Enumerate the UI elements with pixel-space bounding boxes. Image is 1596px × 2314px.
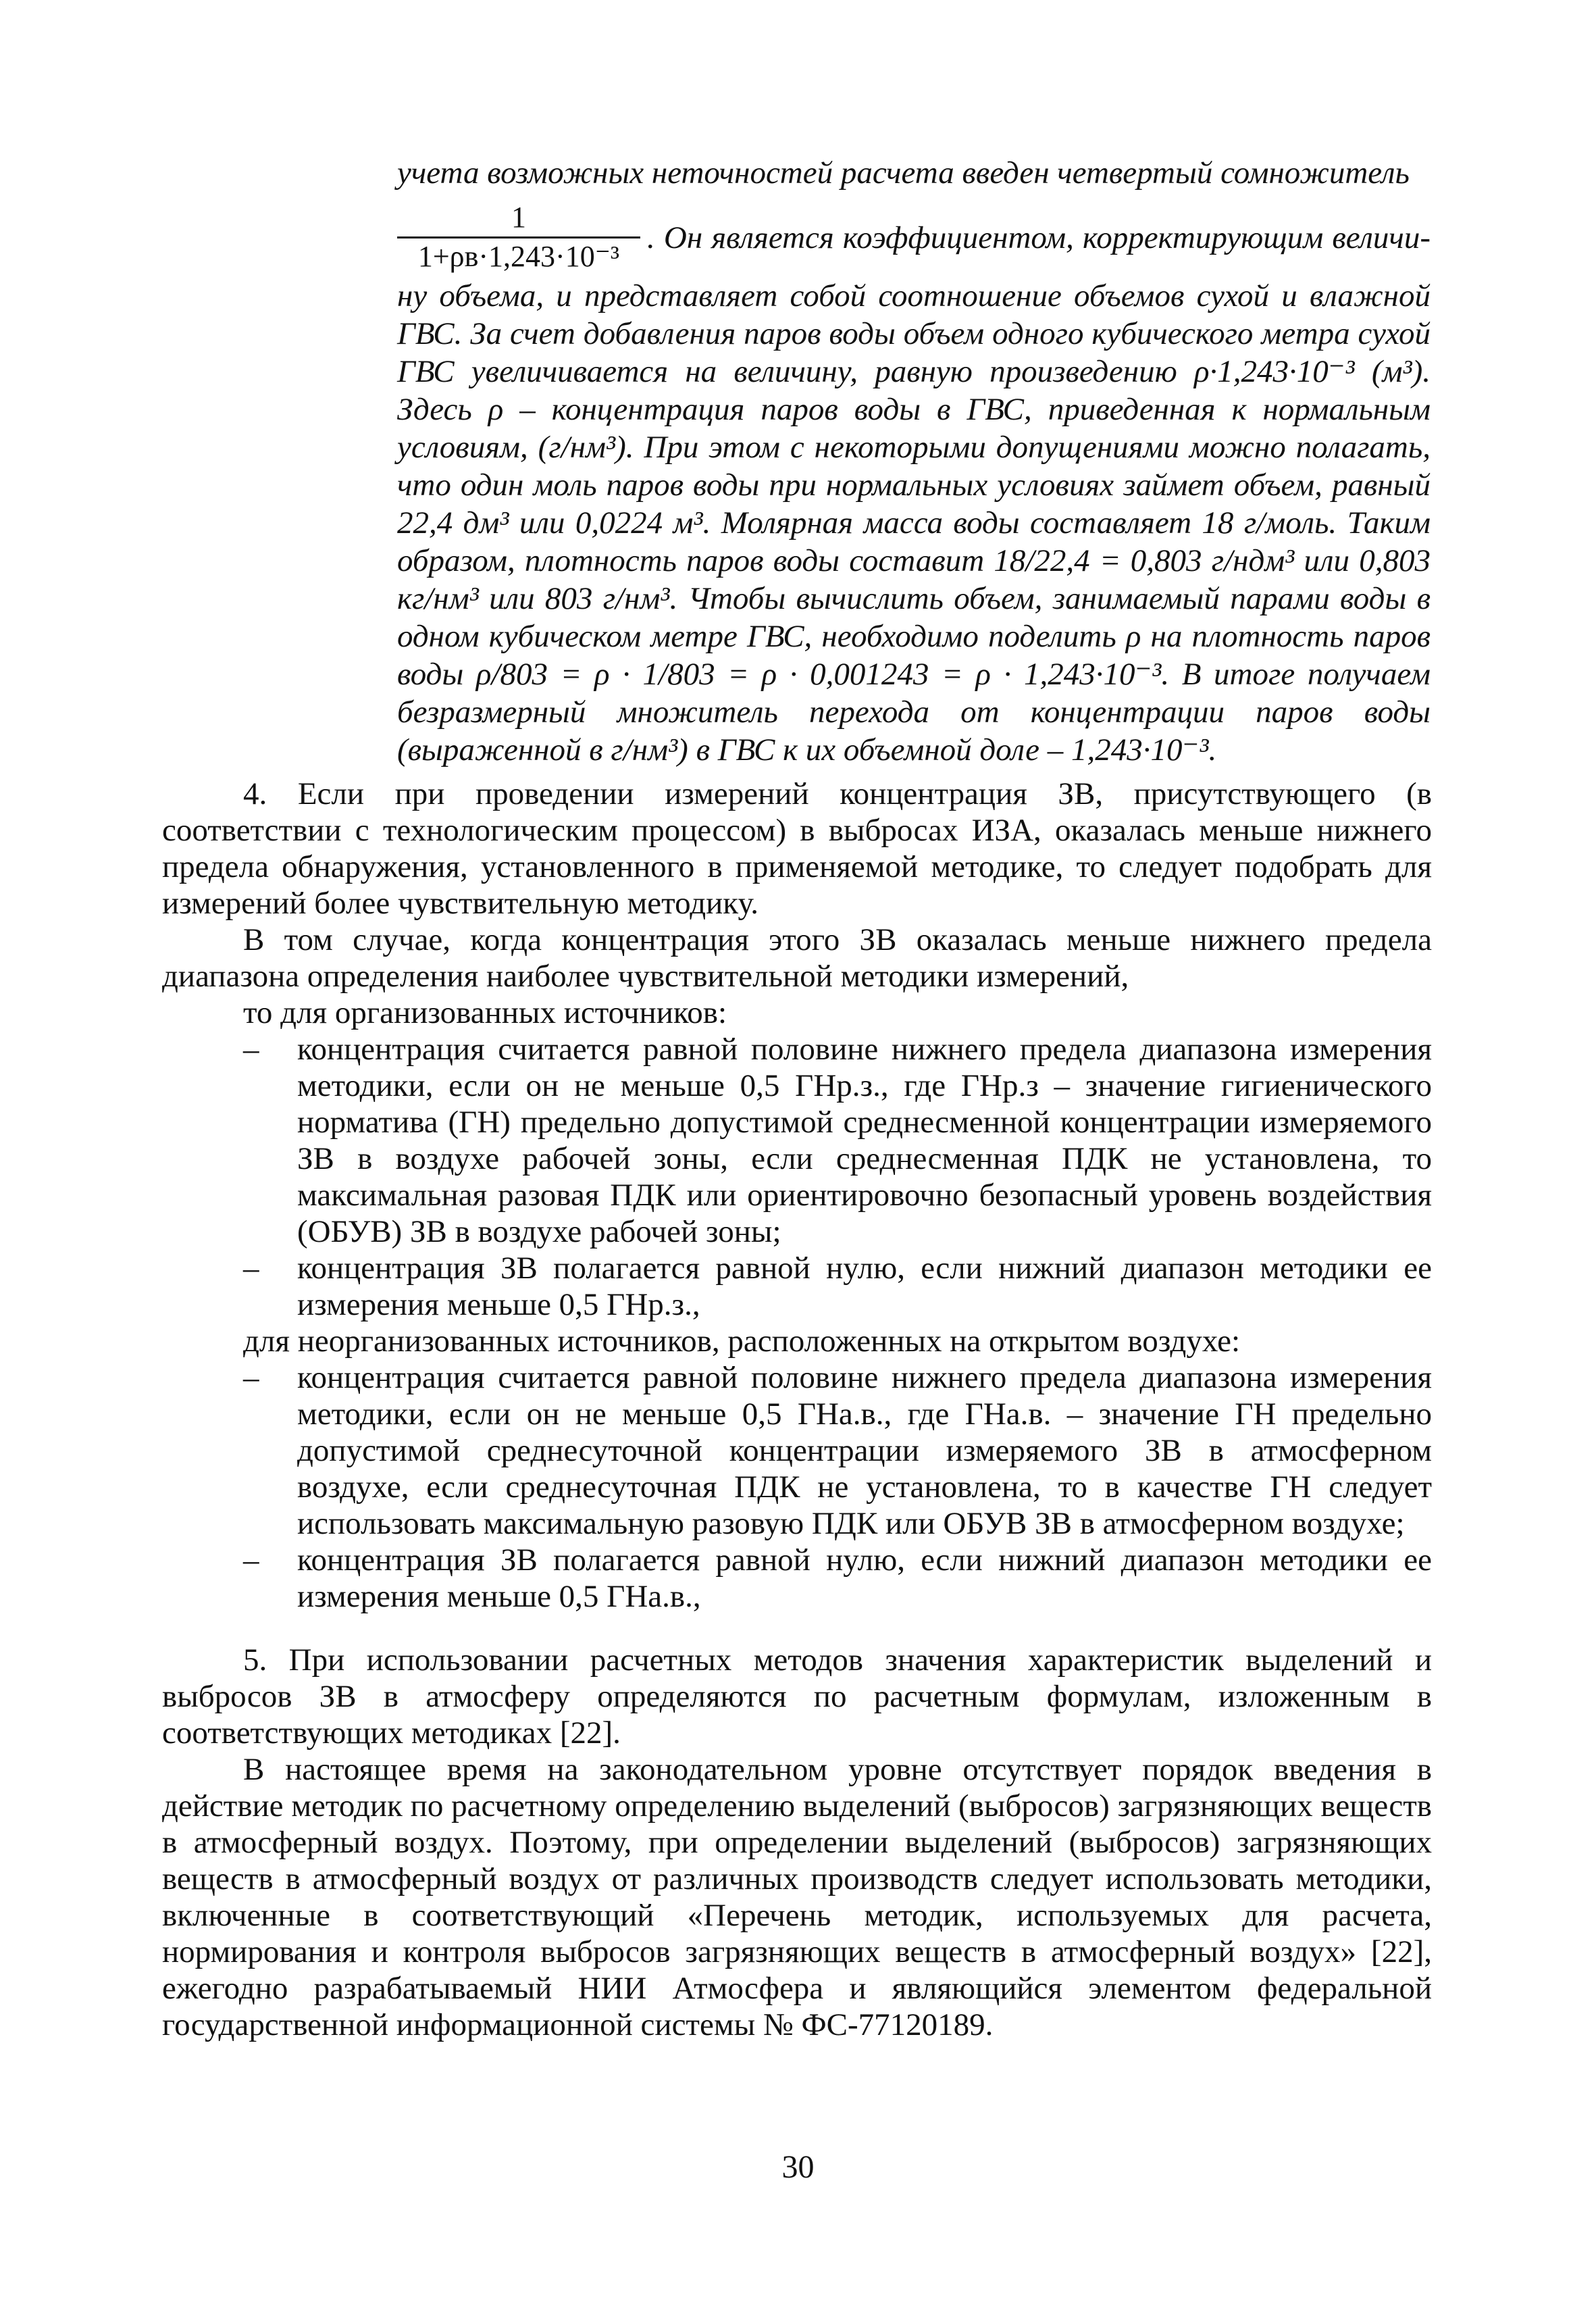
fraction-trailing-text: . Он является коэффициентом, корректирующим величи- — [647, 220, 1431, 255]
organized-item-2: концентрация ЗВ полагается равной нулю, если нижний диапазон методики ее измерения меньше 0,5 ГНр.з., — [297, 1251, 1432, 1322]
fraction-denominator: 1+ρв·1,243·10⁻³ — [417, 240, 620, 273]
main-text — [162, 776, 1432, 2043]
list-item — [162, 1031, 1432, 1250]
list-item — [162, 1542, 1432, 1615]
list-dash: – — [243, 1032, 259, 1067]
paragraph-5-continued: В настоящее время на законодательном уровне отсутствует порядок введения в действие методик по расчетному определению выделений (выбросов) загрязняющих веществ в атмосферный воздух. Поэтому, при определении выделений (выбросов) загрязняющих веществ в атмосферный воздух от различных производств следует использовать методики, включенные в соответствующий «Перечень методик, используемых для расчета, нормирования и контроля выбросов загрязняющих веществ в атмосферный воздух» [22], ежегодно разрабатываемый НИИ Атмосфера и являющийся элементом федеральной государственной информационной системы № ФС-77120189. — [162, 1752, 1432, 2042]
note-body: ну объема, и представляет собой соотношение объемов сухой и влажной ГВС. За счет добавления паров воды объем одного кубического метра сухой ГВС увеличивается на величину, равную произведению ρ·1,243·10⁻³ (м³). Здесь ρ – концентрация паров воды в ГВС, приведенная к нормальным условиям, (г/нм³). При этом с некоторыми допущениями можно полагать, что один моль паров воды при нормальных условиях займет объем, равный 22,4 дм³ или 0,0224 м³. Молярная масса воды составляет 18 г/моль. Таким образом, плотность паров воды составит 18/22,4 = 0,803 г/ндм³ или 0,803 кг/нм³ или 803 г/нм³. Чтобы вычислить объем, занимаемый парами воды в одном кубическом метре ГВС, необходимо поделить ρ на плотность паров воды ρ/803 = ρ · 1/803 = ρ · 0,001243 = ρ · 1,243·10⁻³. В итоге получаем безразмерный множитель перехода от концентрации паров воды (выраженной в г/нм³) в ГВС к их объемной доле – 1,243·10⁻³. — [397, 278, 1431, 768]
paragraph-4-continued: В том случае, когда концентрация этого ЗВ оказалась меньше нижнего предела диапазона определения наиболее чувствительной методики измерений, — [162, 922, 1432, 994]
note-first-line: учета возможных неточностей расчета введен четвертый сомножитель — [397, 155, 1410, 191]
unorganized-item-2: концентрация ЗВ полагается равной нулю, если нижний диапазон методики ее измерения меньше 0,5 ГНа.в., — [297, 1542, 1432, 1614]
paragraph-5: 5. При использовании расчетных методов значения характеристик выделений и выбросов ЗВ в атмосферу определяются по расчетным формулам, изложенным в соответствующих методиках [22]. — [162, 1642, 1432, 1751]
correction-fraction — [397, 200, 640, 275]
paragraph-4: 4. Если при проведении измерений концентрация ЗВ, присутствующего (в соответствии с технологическим процессом) в выбросах ИЗА, оказалась меньше нижнего предела обнаружения, установленного в применяемой методике, то следует подобрать для измерений более чувствительную методику. — [162, 776, 1432, 921]
list-dash: – — [243, 1251, 259, 1286]
unorganized-sources-intro: для неорганизованных источников, расположенных на открытом воздухе: — [243, 1324, 1241, 1359]
list-dash: – — [243, 1360, 259, 1395]
organized-sources-intro: то для организованных источников: — [243, 995, 727, 1030]
unorganized-item-1: концентрация считается равной половине нижнего предела диапазона измерения методики, если он не меньше 0,5 ГНа.в., где ГНа.в. – значение ГН предельно допустимой среднесуточной концентрации измеряемого ЗВ в атмосферном воздухе, если среднесуточная ПДК не установлена, то в качестве ГН следует использовать максимальную разовую ПДК или ОБУВ ЗВ в атмосферном воздухе; — [297, 1360, 1432, 1541]
section-gap — [162, 1615, 1432, 1642]
page-number: 30 — [781, 2149, 815, 2185]
organized-item-1: концентрация считается равной половине нижнего предела диапазона измерения методики, если он не меньше 0,5 ГНр.з., где ГНр.з – значение гигиенического норматива (ГН) предельно допустимой среднесменной концентрации измеряемого ЗВ в воздухе рабочей зоны, если среднесменная ПДК не установлена, то максимальная разовая ПДК или ориентировочно безопасный уровень воздействия (ОБУВ) ЗВ в воздухе рабочей зоны; — [297, 1032, 1432, 1249]
list-item — [162, 1359, 1432, 1542]
fraction-numerator: 1 — [511, 201, 526, 234]
list-dash: – — [243, 1542, 259, 1578]
fraction-row — [397, 200, 1431, 274]
list-item — [162, 1250, 1432, 1323]
